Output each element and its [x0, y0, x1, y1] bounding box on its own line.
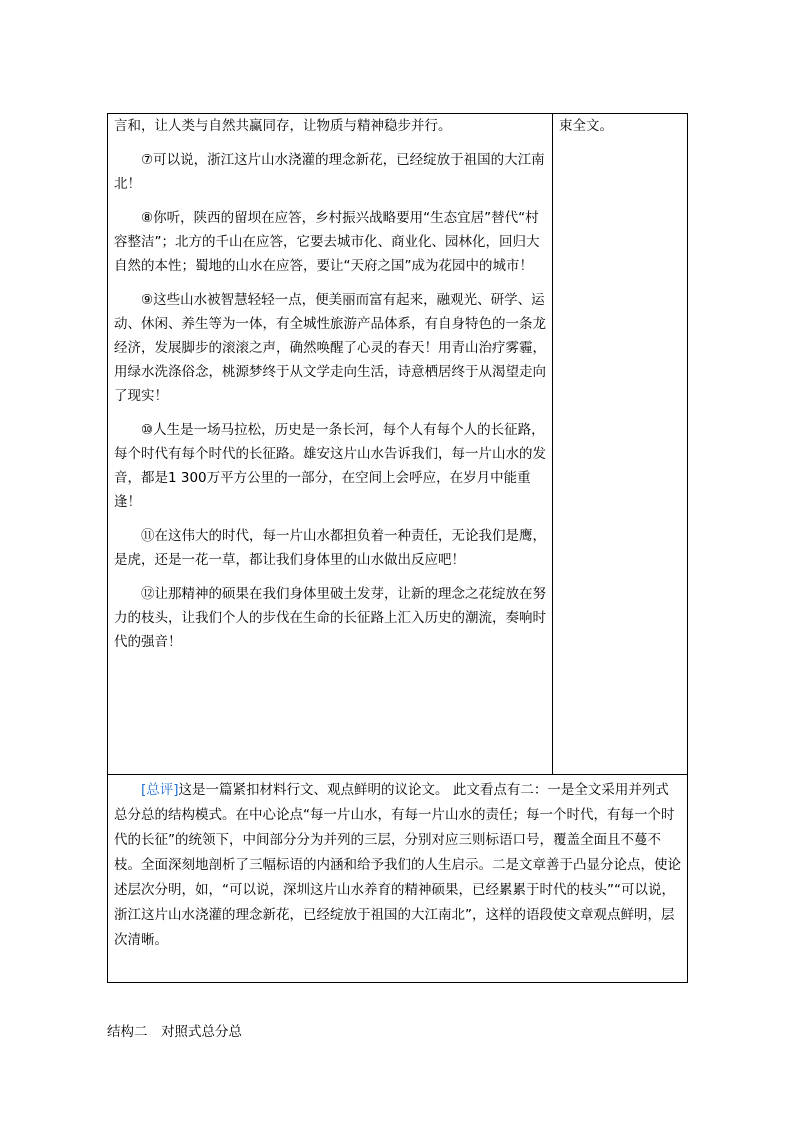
essay-paragraph: ⑦可以说，浙江这片山水浇灌的理念新花，已经绽放于祖国的大江南北！: [114, 152, 545, 192]
essay-cell: [108, 114, 553, 774]
annotation-text: 束全文。: [559, 118, 613, 134]
section-heading: 结构二 对照式总分总: [107, 1024, 242, 1040]
essay-paragraph: ⑪在这伟大的时代，每一片山水都担负着一种责任，无论我们是鹰，是虎，还是一花一草，都让我们身体里的山水做出反应吧！: [114, 528, 546, 568]
essay-paragraph: 言和，让人类与自然共赢同存，让物质与精神稳步并行。: [114, 118, 452, 134]
review-label: [总评]: [141, 782, 179, 798]
review-body: 这是一篇紧扣材料行文、观点鲜明的议论文。 此文看点有二：一是全文采用并列式总分总的结构模式。在中心论点“每一片山水，有每一片山水的责任；每一个时代，有每一个时代的长征”的统领下，中间部分分为并列的三层，分别对应三则标语口号，覆盖全面且不蔓不枝。全面深刻地剖析了三幅标语的内涵和给予我们的人生启示。二是文章善于凸显分论点，使论述层次分明，如，“可以说，深圳这片山水养育的精神硕果，已经累累于时代的枝头”“可以说，浙江这片山水浇灌的理念新花，已经绽放于祖国的大江南北”，这样的语段使文章观点鲜明，层次清晰。: [114, 782, 681, 948]
essay-paragraph: ⑩人生是一场马拉松，历史是一条长河，每个人有每个人的长征路，每个时代有每个时代的长征路。雄安这片山水告诉我们，每一片山水的发音，都是1 300万平方公里的一部分，在空间上会呼应，在岁月中能重逢！: [114, 422, 546, 510]
essay-paragraph: ⑧你听，陕西的留坝在应答，乡村振兴战略要用“生态宜居”替代“村容整洁”；北方的千山在应答，它要去城市化、商业化、园林化，回归大自然的本性；蜀地的山水在应答，要让“天府之国”成为花园中的城市！: [114, 210, 540, 274]
essay-paragraph: ⑨这些山水被智慧轻轻一点，便美丽而富有起来，融观光、研学、运动、休闲、养生等为一体，有全城性旅游产品体系，有自身特色的一条龙经济，发展脚步的滚滚之声，确然唤醒了心灵的春天！用青山治疗雾霾，用绿水洗涤俗念，桃源梦终于从文学走向生活，诗意栖居终于从渴望走向了现实！: [114, 292, 546, 404]
essay-paragraph: ⑫让那精神的硕果在我们身体里破土发芽，让新的理念之花绽放在努力的枝头，让我们个人的步伐在生命的长征路上汇入历史的潮流，奏响时代的强音！: [114, 586, 546, 650]
review-paragraph: [114, 778, 681, 953]
annotation-cell: [553, 114, 687, 774]
review-cell: [108, 774, 687, 982]
document-table: [107, 113, 688, 983]
